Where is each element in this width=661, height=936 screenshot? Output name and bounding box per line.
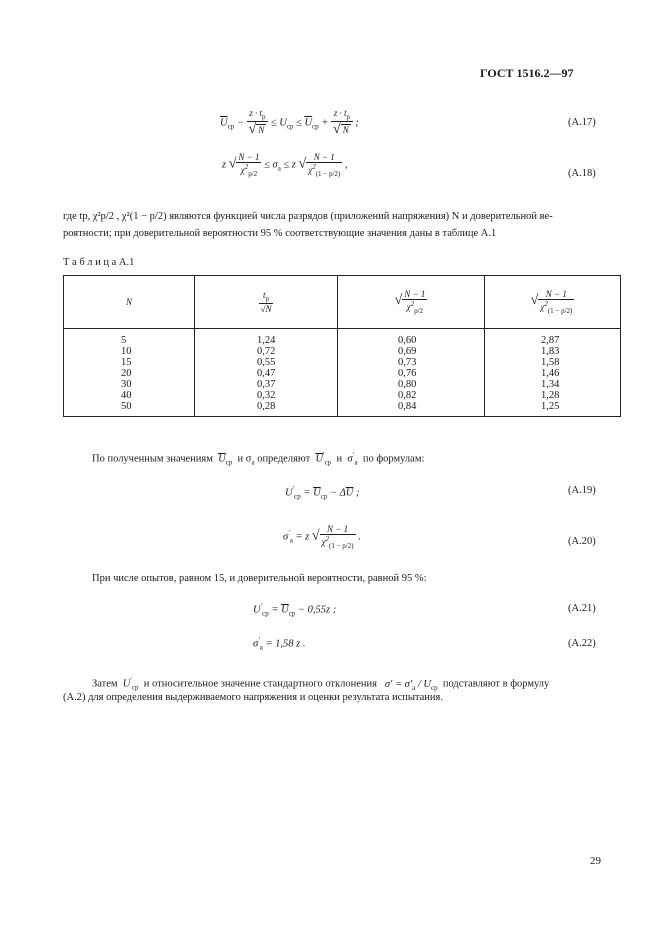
equation-number-a20: (А.20) [568,536,596,547]
table-cell: 1,24 [257,335,276,346]
equation-a22: $\sigma'_a = 1,58$ z . [253,636,306,652]
table-cell: 0,72 [257,346,276,357]
document-header: ГОСТ 1516.2—97 [480,66,574,80]
equation-number-a18: (А.18) [568,168,596,179]
table-header-row [64,276,621,329]
table-cell: 0,84 [398,401,417,412]
table-cell: 1,83 [541,346,560,357]
column-low-values [398,335,484,412]
table-cell: 0,76 [398,368,417,379]
equation-a17: $\overline{U}_{cp}$ − $\frac{z \cdot t_p}{√ N}$ ≤ $U_{cp} \le \overline{U}_{cp}$ + $\frac{z \cdot t_p}{√ N}$ ; [220,108,359,137]
table-cell: 40 [121,390,132,401]
paragraph-then-1: Затем $U'_{cp}$ и относительное значение стандартного отклонения $\sigma' = \sigma'_a / U_{cp}$ подставляют в формулу [92,676,550,692]
table-cell: 30 [121,379,132,390]
paragraph-obtained-values: По полученным значениям $\overline{U}_{cp}$ и $\sigma_a$ определяют $\overline{U}'_{cp}$ и $\sigma'_a$ по формулам: [92,451,425,467]
column-n-values [121,335,194,412]
table-cell: 1,28 [541,390,560,401]
equation-number-a19: (А.19) [568,485,596,496]
table-cell: 0,37 [257,379,276,390]
table-cell: 0,69 [398,346,417,357]
equation-a21: $U'_{cp} = \overline{U}_{cp} - 0,55z$ ; [253,602,337,618]
table-cell: 5 [121,335,127,346]
paragraph-where-1: где tp, χ²p/2 , χ²(1 − p/2) являются функцией числа разрядов (приложений напряжения) N и доверительной ве- [63,211,553,222]
equation-number-a17: (А.17) [568,117,596,128]
equation-number-a21: (А.21) [568,603,596,614]
page-number: 29 [590,855,601,867]
column-high-values [541,335,620,412]
table-cell: 0,55 [257,357,276,368]
table-cell: 15 [121,357,132,368]
table-a1 [63,275,621,417]
paragraph-then-2: (А.2) для определения выдерживаемого напряжения и оценки результата испытания. [63,692,444,703]
table-cell: 50 [121,401,132,412]
table-cell: 10 [121,346,132,357]
table-cell: 0,82 [398,390,417,401]
column-tp-values [257,335,337,412]
table-cell: 2,87 [541,335,560,346]
header-tp: $\frac{t_p}{√N}$ [195,276,338,329]
table-cell: 1,34 [541,379,560,390]
equation-a18: z √ $\frac{N - 1}{\chi^2_{p/2}}$ ≤ $\sigma_a \le z$ √ $\frac{N - 1}{\chi^2_{(1 - p/2)}}$ , [222,152,348,178]
table-cell: 0,80 [398,379,417,390]
table-cell: 0,32 [257,390,276,401]
paragraph-where-2: роятности; при доверительной вероятности 95 % соответствующие значения даны в таблице А.1 [63,228,497,239]
table-cell: 20 [121,368,132,379]
table-cell: 1,25 [541,401,560,412]
header-n: N [64,276,195,329]
header-high: √ $\frac{N - 1}{\chi^2_{(1 - p/2)}}$ [485,276,621,329]
table-body-row [64,329,621,417]
table-cell: 0,47 [257,368,276,379]
table-cell: 1,46 [541,368,560,379]
table-cell: 0,28 [257,401,276,412]
table-caption: Т а б л и ц а А.1 [63,257,135,268]
table-cell: 0,60 [398,335,417,346]
equation-a19: $U'_{cp} = \overline{U}_{cp} - \Delta\overline{U}$ ; [285,485,360,501]
table-cell: 1,58 [541,357,560,368]
equation-number-a22: (А.22) [568,638,596,649]
paragraph-fifteen-trials: При числе опытов, равном 15, и доверительной вероятности, равной 95 %: [92,573,427,584]
table-cell: 0,73 [398,357,417,368]
equation-a20: $\sigma'_a = z$ √ $\frac{N - 1}{\chi^2_{(1 - p/2)}}$ . [283,524,361,550]
header-low: √ $\frac{N - 1}{\chi^2_{p/2}}$ [338,276,485,329]
